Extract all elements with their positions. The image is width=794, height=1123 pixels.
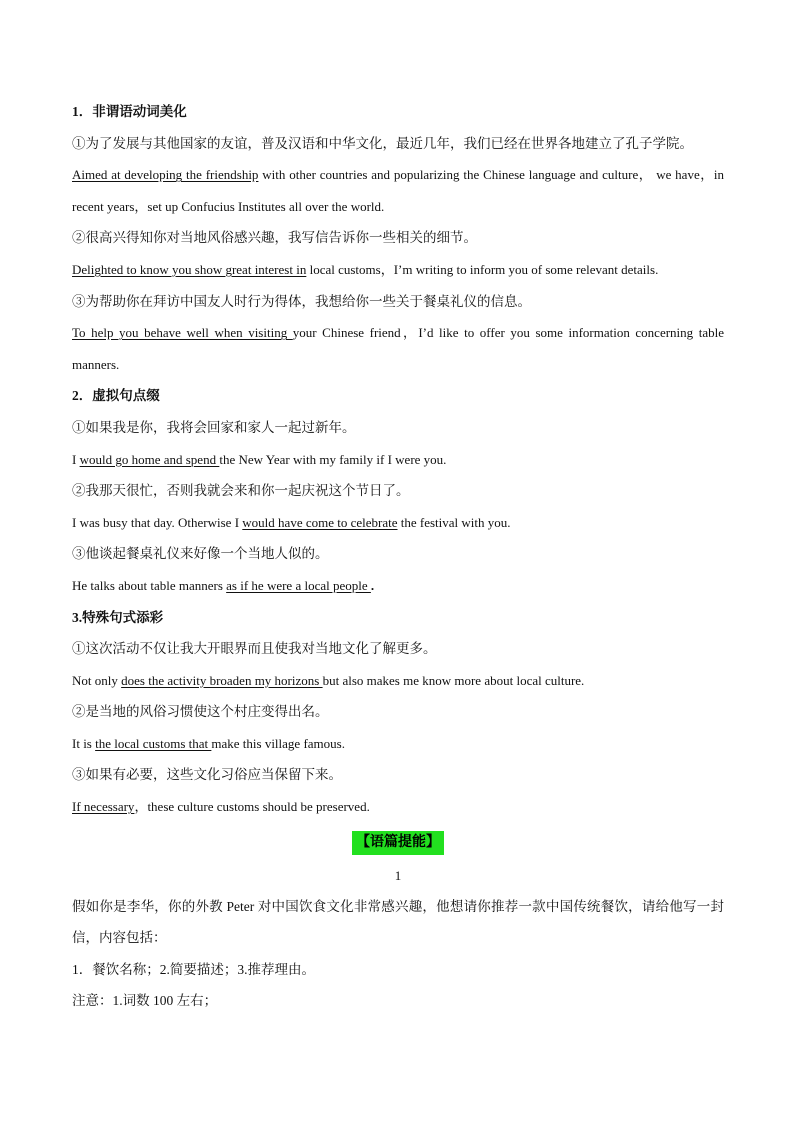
english-sentence — [72, 791, 724, 823]
underlined-answer: does the activity broaden my horizons — [121, 672, 323, 688]
english-sentence — [72, 570, 724, 602]
chinese-sentence: ③为帮助你在拜访中国友人时行为得体，我想给你一些关于餐桌礼仪的信息。 — [72, 293, 531, 309]
sentence-prefix: I was busy that day. Otherwise I — [72, 514, 243, 530]
chinese-sentence: ①这次活动不仅让我大开眼界而且使我对当地文化了解更多。 — [72, 641, 437, 657]
chinese-sentence: ②我那天很忙，否则我就会来和你一起庆祝这个节日了。 — [72, 483, 410, 499]
sentence-suffix: but also makes me know more about local culture. — [322, 672, 585, 688]
chinese-sentence: ③他谈起餐桌礼仪来好像一个当地人似的。 — [72, 546, 329, 562]
task-prompt: 假如你是李华，你的外教 Peter 对中国饮食文化非常感兴趣，他想请你推荐一款中国传统餐饮，请给他写一封信，内容包括： — [72, 898, 724, 946]
sentence-suffix: your Chinese friend，I’d like to offer you some information concerning table manners. — [72, 325, 724, 372]
sentence-prefix: I — [72, 451, 80, 467]
sentence-suffix: ，these culture customs should be preserved. — [134, 799, 370, 815]
sentence-prefix: Not only — [72, 672, 122, 688]
chinese-sentence: ①如果我是你，我将会回家和家人一起过新年。 — [72, 419, 356, 435]
chinese-sentence: ②很高兴得知你对当地风俗感兴趣，我写信告诉你一些相关的细节。 — [72, 230, 477, 246]
sentence-suffix: make this village famous. — [211, 735, 345, 751]
underlined-answer: If necessary — [72, 799, 135, 815]
section-badge: 【语篇提能】 — [352, 831, 444, 855]
document-page — [72, 96, 724, 1017]
section-badge-wrap — [72, 831, 724, 855]
english-sentence — [72, 317, 724, 380]
chinese-sentence: ②是当地的风俗习惯使这个村庄变得出名。 — [72, 704, 329, 720]
underlined-answer: would have come to celebrate — [242, 514, 398, 530]
english-sentence — [72, 444, 724, 476]
section-heading-2: 2．虚拟句点缀 — [72, 388, 160, 404]
section-heading-3: 3.特殊句式添彩 — [72, 609, 164, 625]
underlined-answer: Aimed at developing the friendship — [72, 167, 259, 183]
sentence-prefix: He talks about table manners — [72, 577, 227, 593]
section-heading-1: 1．非谓语动词美化 — [72, 104, 187, 119]
english-sentence — [72, 665, 724, 697]
underlined-answer: as if he were a local people — [226, 577, 371, 593]
sentence-suffix: with other countries and popularizing the Chinese language and culture， we have，in recent years，set up Confucius Institutes all over the world. — [72, 167, 724, 214]
task-content-points: 1．餐饮名称；2.简要描述；3.推荐理由。 — [72, 961, 315, 977]
english-sentence — [72, 254, 724, 286]
underlined-answer: the local customs that — [95, 735, 212, 751]
underlined-answer: would go home and spend — [79, 451, 220, 467]
sentence-suffix: local customs，I’m writing to inform you of some relevant details. — [306, 261, 659, 277]
task-number: 1 — [394, 867, 402, 883]
task-note: 注意：1.词数 100 左右； — [72, 993, 218, 1009]
underlined-answer: To help you behave well when visiting — [72, 325, 293, 341]
sentence-prefix: It is — [72, 735, 96, 751]
sentence-suffix: . — [370, 577, 375, 593]
chinese-sentence: ①为了发展与其他国家的友谊，普及汉语和中华文化，最近几年，我们已经在世界各地建立了孔子学院。 — [72, 135, 693, 151]
english-sentence — [72, 507, 724, 539]
chinese-sentence: ③如果有必要，这些文化习俗应当保留下来。 — [72, 767, 342, 783]
english-sentence — [72, 159, 724, 222]
english-sentence — [72, 728, 724, 760]
sentence-suffix: the festival with you. — [397, 514, 511, 530]
sentence-suffix: the New Year with my family if I were you. — [219, 451, 447, 467]
underlined-answer: Delighted to know you show great interest in — [72, 261, 307, 277]
